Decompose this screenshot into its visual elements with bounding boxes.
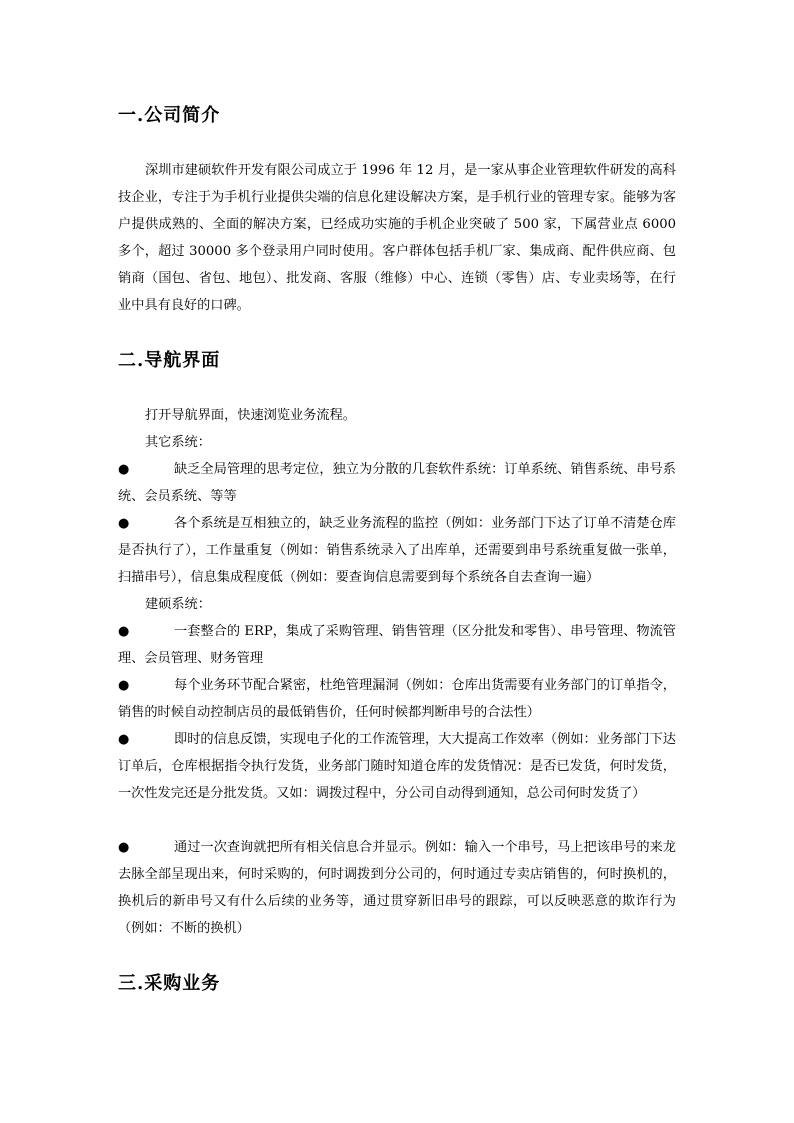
bullet-text: 一套整合的 ERP，集成了采购管理、销售管理（区分批发和零售）、串号管理、物流管理、会员管理、财务管理	[118, 624, 676, 666]
bullet-item	[118, 672, 676, 726]
bullet-icon: ●	[118, 624, 130, 639]
other-systems-label: 其它系统：	[145, 435, 211, 450]
bullet-item	[118, 834, 676, 942]
bullet-icon: ●	[118, 516, 130, 531]
bullet-text: 即时的信息反馈，实现电子化的工作流管理，大大提高工作效率（例如：业务部门下达订单后，仓库根据指令执行发货，业务部门随时知道仓库的发货情况：是否已发货，何时发货，一次性发完还是分批发货。又如：调拨过程中，分公司自动得到通知，总公司何时发货了）	[118, 732, 676, 801]
section-heading-company-intro: 一.公司简介	[118, 105, 221, 126]
bullet-icon: ●	[118, 678, 130, 693]
bullet-text: 各个系统是互相独立的，缺乏业务流程的监控（例如：业务部门下达了订单不清楚仓库是否执行了），工作量重复（例如：销售系统录入了出库单，还需要到串号系统重复做一张单，扫描串号），信息集成程度低（例如：要查询信息需要到每个系统各自去查询一遍）	[118, 516, 676, 585]
section-heading-purchasing: 三.采购业务	[118, 973, 221, 994]
bullet-text: 通过一次查询就把所有相关信息合并显示。例如：输入一个串号，马上把该串号的来龙去脉全部呈现出来，何时采购的，何时调拨到分公司的，何时通过专卖店销售的，何时换机的，换机后的新串号又有什么后续的业务等，通过贯穿新旧串号的跟踪，可以反映恶意的欺诈行为（例如：不断的换机）	[118, 840, 676, 936]
bullet-icon: ●	[118, 732, 130, 747]
jianshuo-systems-label: 建硕系统：	[145, 597, 211, 612]
bullet-item	[118, 510, 676, 591]
company-intro-paragraph: 深圳市建硕软件开发有限公司成立于 1996 年 12 月，是一家从事企业管理软件研发的高科技企业，专注于为手机行业提供尖端的信息化建设解决方案，是手机行业的管理专家。能够为客户提供成熟的、全面的解决方案，已经成功实施的手机企业突破了 500 家，下属营业点 6000 多个，超过 30000 多个登录用户同时使用。客户群体包括手机厂家、集成商、配件供应商、包销商（国包、省包、地包）、批发商、客服（维修）中心、连锁（零售）店、专业卖场等，在行业中具有良好的口碑。	[118, 163, 676, 313]
section-heading-navigation: 二.导航界面	[118, 350, 221, 371]
bullet-icon: ●	[118, 840, 130, 855]
bullet-item	[118, 456, 676, 510]
bullet-item	[118, 726, 676, 807]
bullet-text: 缺乏全局管理的思考定位，独立为分散的几套软件系统：订单系统、销售系统、串号系统、会员系统、等等	[118, 462, 676, 504]
bullet-icon: ●	[118, 462, 130, 477]
bullet-item	[118, 618, 676, 672]
bullet-text: 每个业务环节配合紧密，杜绝管理漏洞（例如：仓库出货需要有业务部门的订单指令，销售的时候自动控制店员的最低销售价，任何时候都判断串号的合法性）	[118, 678, 676, 720]
navigation-intro-text: 打开导航界面，快速浏览业务流程。	[145, 408, 356, 423]
